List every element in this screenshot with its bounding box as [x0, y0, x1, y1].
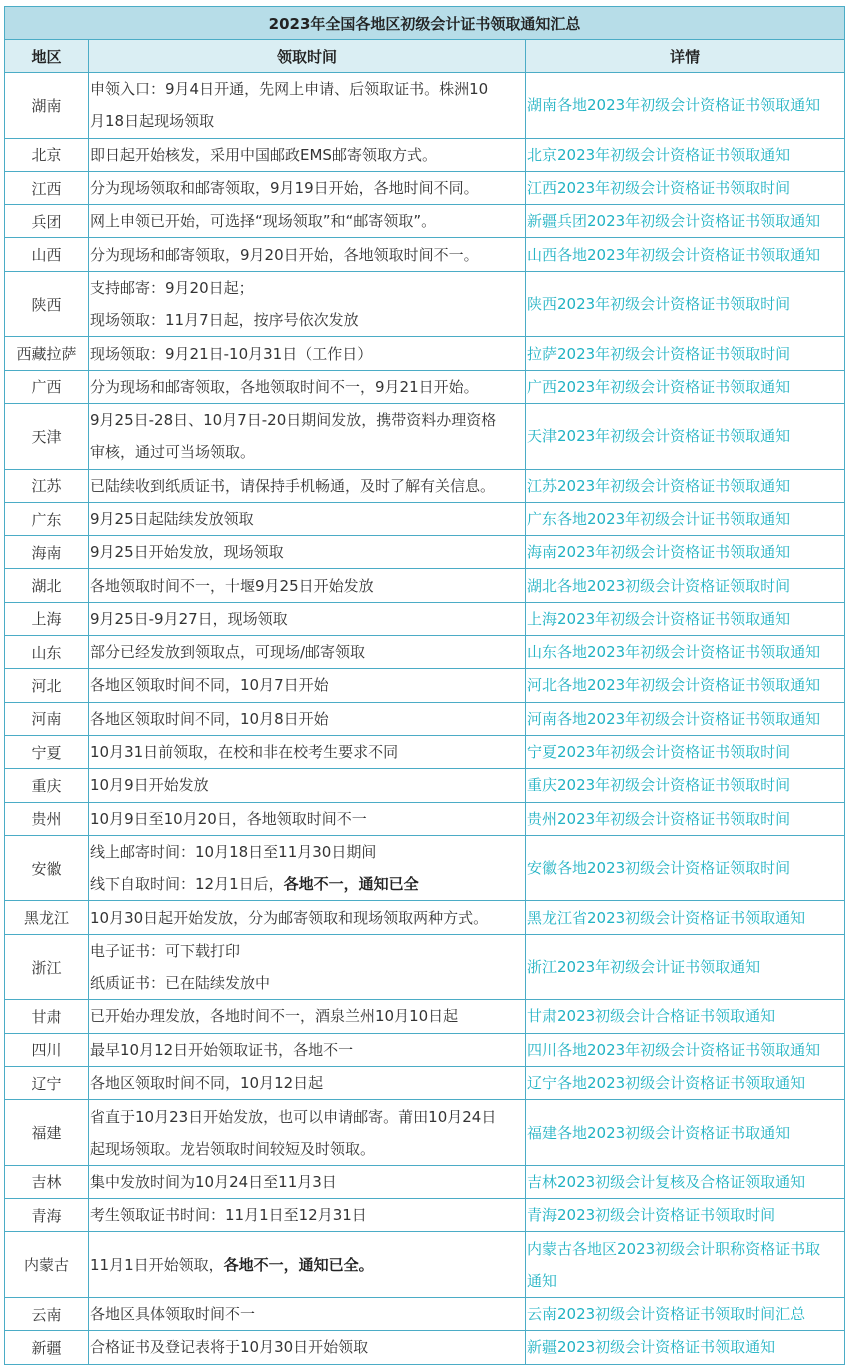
table-row: [5, 934, 845, 1000]
time-cell: [89, 1199, 526, 1232]
table-row: [5, 502, 845, 535]
certificate-notice-table: [4, 6, 845, 1365]
time-cell: [89, 669, 526, 702]
time-text-line: [90, 371, 524, 403]
time-cell: [89, 138, 526, 171]
time-text-line: [90, 868, 524, 900]
time-text: 10月30日起开始发放，分为邮寄领取和现场领取两种方式。: [90, 908, 489, 927]
time-cell: [89, 1033, 526, 1066]
region-cell: 北京: [5, 138, 89, 171]
detail-link[interactable]: 天津2023年初级会计资格证书领取通知: [527, 427, 791, 446]
time-text: 审核，通过可当场领取。: [90, 443, 256, 462]
time-text: 9月25日开始发放，现场领取: [90, 543, 284, 562]
time-cell: [89, 1297, 526, 1330]
region-cell: 广西: [5, 370, 89, 403]
time-cell: [89, 602, 526, 635]
time-text-line: [90, 1298, 524, 1330]
time-text: 合格证书及登记表将于10月30日开始领取: [90, 1338, 369, 1357]
region-cell: 宁夏: [5, 735, 89, 768]
region-cell: 山西: [5, 238, 89, 271]
detail-cell: [526, 735, 845, 768]
detail-cell: [526, 403, 845, 469]
time-text: 网上申领已开始，可选择“现场领取”和“邮寄领取”。: [90, 212, 437, 231]
detail-cell: [526, 569, 845, 602]
table-row: [5, 138, 845, 171]
time-cell: [89, 238, 526, 271]
time-text: 10月9日至10月20日，各地领取时间不一: [90, 809, 367, 828]
time-text: 分为现场领取和邮寄领取，9月19日开始，各地时间不同。: [90, 179, 479, 198]
detail-cell: [526, 602, 845, 635]
table-row: [5, 602, 845, 635]
table-row: [5, 1331, 845, 1364]
table-body: [5, 73, 845, 1365]
time-text: 省直于10月23日开始发放，也可以申请邮寄。莆田10月24日: [90, 1107, 497, 1126]
detail-link[interactable]: 山东各地2023年初级会计资格证书领取通知: [527, 643, 821, 662]
time-text: 10月31日前领取，在校和非在校考生要求不同: [90, 743, 399, 762]
column-header-detail: 详情: [526, 40, 845, 73]
region-cell: 安徽: [5, 835, 89, 901]
detail-link[interactable]: 广西2023年初级会计资格证书领取通知: [527, 377, 791, 396]
table-title-row: [5, 7, 845, 40]
time-cell: [89, 901, 526, 934]
time-text: 部分已经发放到领取点，可现场/邮寄领取: [90, 643, 366, 662]
detail-link[interactable]: 四川各地2023年初级会计资格证书领取通知: [527, 1040, 821, 1059]
region-cell: 广东: [5, 502, 89, 535]
time-text: 支持邮寄：9月20日起；: [90, 279, 254, 298]
time-emphasis-text: 各地不一，通知已全。: [223, 1255, 374, 1274]
time-text: 已开始办理发放，各地时间不一，酒泉兰州10月10日起: [90, 1007, 459, 1026]
time-cell: [89, 1100, 526, 1166]
detail-cell: [526, 73, 845, 139]
time-text-line: [90, 769, 524, 801]
time-text-line: [90, 636, 524, 668]
time-cell: [89, 1000, 526, 1033]
detail-cell: [526, 802, 845, 835]
table-row: [5, 1033, 845, 1066]
region-cell: 内蒙古: [5, 1232, 89, 1298]
time-cell: [89, 569, 526, 602]
region-cell: 河南: [5, 702, 89, 735]
detail-cell: [526, 469, 845, 502]
time-text-line: [90, 669, 524, 701]
time-text-line: [90, 1067, 524, 1099]
region-cell: 湖北: [5, 569, 89, 602]
region-cell: 四川: [5, 1033, 89, 1066]
time-text: 集中发放时间为10月24日至11月3日: [90, 1172, 337, 1191]
table-row: [5, 469, 845, 502]
time-cell: [89, 536, 526, 569]
time-text-line: [90, 239, 524, 271]
detail-cell: [526, 769, 845, 802]
detail-cell: [526, 1232, 845, 1298]
time-text-line: [90, 404, 524, 436]
time-text-line: [90, 503, 524, 535]
time-cell: [89, 702, 526, 735]
detail-cell: [526, 1033, 845, 1066]
detail-link[interactable]: [527, 1233, 843, 1297]
time-text-line: [90, 736, 524, 768]
detail-cell: [526, 934, 845, 1000]
time-text-line: [90, 967, 524, 999]
detail-cell: [526, 1000, 845, 1033]
time-text: 9月25日-9月27日，现场领取: [90, 609, 288, 628]
region-cell: 甘肃: [5, 1000, 89, 1033]
region-cell: 海南: [5, 536, 89, 569]
column-header-region: 地区: [5, 40, 89, 73]
time-emphasis-text: 各地不一，通知已全: [283, 875, 419, 894]
region-cell: 云南: [5, 1297, 89, 1330]
detail-link[interactable]: 吉林2023初级会计复核及合格证领取通知: [527, 1172, 806, 1191]
time-text: 已陆续收到纸质证书，请保持手机畅通，及时了解有关信息。: [90, 476, 496, 495]
time-text: 即日起开始核发，采用中国邮政EMS邮寄领取方式。: [90, 145, 437, 164]
time-text-line: [90, 935, 524, 967]
time-text-line: [90, 1199, 524, 1231]
detail-link[interactable]: 山西各地2023年初级会计资格证书领取通知: [527, 245, 821, 264]
time-text-line: [90, 205, 524, 237]
table-row: [5, 702, 845, 735]
table-row: [5, 769, 845, 802]
detail-cell: [526, 1331, 845, 1364]
time-cell: [89, 1066, 526, 1099]
detail-link[interactable]: 新疆2023初级会计资格证书领取通知: [527, 1338, 776, 1357]
detail-link[interactable]: 拉萨2023年初级会计资格证书领取时间: [527, 344, 791, 363]
detail-cell: [526, 669, 845, 702]
time-text: 各地区领取时间不同，10月8日开始: [90, 709, 329, 728]
time-cell: [89, 934, 526, 1000]
region-cell: 福建: [5, 1100, 89, 1166]
time-text-line: [90, 139, 524, 171]
table-row: [5, 536, 845, 569]
region-cell: 辽宁: [5, 1066, 89, 1099]
table-row: [5, 271, 845, 337]
time-cell: [89, 502, 526, 535]
detail-link[interactable]: 青海2023初级会计资格证书领取时间: [527, 1206, 776, 1225]
table-row: [5, 1165, 845, 1198]
detail-link[interactable]: 云南2023初级会计资格证书领取时间汇总: [527, 1305, 806, 1324]
time-cell: [89, 835, 526, 901]
time-cell: [89, 735, 526, 768]
detail-link[interactable]: 甘肃2023初级会计合格证书领取通知: [527, 1007, 776, 1026]
time-cell: [89, 1331, 526, 1364]
table-row: [5, 171, 845, 204]
time-text: 10月9日开始发放: [90, 776, 209, 795]
region-cell: 青海: [5, 1199, 89, 1232]
detail-link[interactable]: 重庆2023年初级会计资格证书领取时间: [527, 776, 791, 795]
region-cell: 湖南: [5, 73, 89, 139]
table-row: [5, 835, 845, 901]
detail-link[interactable]: 安徽各地2023初级会计资格证领取时间: [527, 859, 791, 878]
detail-link[interactable]: 浙江2023年初级会计证书领取通知: [527, 958, 761, 977]
time-text-line: [90, 703, 524, 735]
detail-cell: [526, 835, 845, 901]
region-cell: 黑龙江: [5, 901, 89, 934]
table-row: [5, 735, 845, 768]
detail-cell: [526, 502, 845, 535]
table-row: [5, 802, 845, 835]
time-text: 线下自取时间：12月1日后，: [90, 875, 284, 894]
region-cell: 兵团: [5, 205, 89, 238]
table-title: 2023年全国各地区初级会计证书领取通知汇总: [5, 7, 845, 40]
table-row: [5, 1000, 845, 1033]
time-cell: [89, 802, 526, 835]
region-cell: 贵州: [5, 802, 89, 835]
detail-link[interactable]: 黑龙江省2023初级会计资格证书领取通知: [527, 908, 806, 927]
time-text-line: [90, 1166, 524, 1198]
time-text-line: [90, 536, 524, 568]
detail-link[interactable]: 辽宁各地2023初级会计资格证书领取通知: [527, 1074, 806, 1093]
region-cell: 江苏: [5, 469, 89, 502]
detail-cell: [526, 370, 845, 403]
time-cell: [89, 403, 526, 469]
region-cell: 山东: [5, 636, 89, 669]
region-cell: 河北: [5, 669, 89, 702]
detail-cell: [526, 138, 845, 171]
time-text-line: [90, 272, 524, 304]
detail-cell: [526, 171, 845, 204]
detail-link[interactable]: 河南各地2023年初级会计资格证书领取通知: [527, 709, 821, 728]
time-text-line: [90, 304, 524, 336]
time-cell: [89, 171, 526, 204]
region-cell: 浙江: [5, 934, 89, 1000]
time-text: 现场领取：11月7日起，按序号依次发放: [90, 311, 359, 330]
time-cell: [89, 769, 526, 802]
detail-link[interactable]: 陕西2023年初级会计资格证书领取时间: [527, 295, 791, 314]
detail-link[interactable]: 湖北各地2023初级会计资格证领取时间: [527, 576, 791, 595]
detail-link[interactable]: 江苏2023年初级会计资格证书领取通知: [527, 476, 791, 495]
region-cell: 天津: [5, 403, 89, 469]
time-text: 分为现场和邮寄领取，各地领取时间不一，9月21日开始。: [90, 377, 479, 396]
table-row: [5, 238, 845, 271]
time-text-line: [90, 902, 524, 934]
time-text: 申领入口：9月4日开通，先网上申请、后领取证书。株洲10: [90, 80, 489, 99]
time-text: 9月25日起陆续发放领取: [90, 510, 254, 528]
detail-link[interactable]: 湖南各地2023年初级会计资格证书领取通知: [527, 96, 821, 115]
table-row: [5, 370, 845, 403]
detail-cell: [526, 901, 845, 934]
time-text-line: [90, 338, 524, 370]
table-row: [5, 1297, 845, 1330]
table-row: [5, 337, 845, 370]
table-row: [5, 205, 845, 238]
table-row: [5, 73, 845, 139]
detail-cell: [526, 1100, 845, 1166]
time-text: 月18日起现场领取: [90, 112, 215, 131]
time-text-line: [90, 1101, 524, 1133]
time-text-line: [90, 836, 524, 868]
detail-link[interactable]: 北京2023年初级会计资格证书领取通知: [527, 145, 791, 164]
time-text: 现场领取：9月21日-10月31日（工作日）: [90, 344, 373, 363]
detail-link[interactable]: 福建各地2023初级会计资格证书取通知: [527, 1123, 791, 1142]
detail-link[interactable]: 宁夏2023年初级会计资格证书领取时间: [527, 743, 791, 762]
detail-link[interactable]: 广东各地2023年初级会计证书领取通知: [527, 510, 791, 528]
time-text-line: [90, 803, 524, 835]
time-text-line: [90, 1133, 524, 1165]
detail-link-text-line[interactable]: 内蒙古各地区2023初级会计职称资格证书取: [527, 1239, 821, 1258]
time-cell: [89, 469, 526, 502]
detail-cell: [526, 636, 845, 669]
time-text: 各地区领取时间不同，10月7日开始: [90, 676, 329, 695]
region-cell: 西藏拉萨: [5, 337, 89, 370]
detail-link[interactable]: 河北各地2023年初级会计资格证书领取通知: [527, 676, 821, 695]
time-cell: [89, 370, 526, 403]
table-row: [5, 1066, 845, 1099]
time-text-line: [90, 436, 524, 468]
detail-link[interactable]: 上海2023年初级会计资格证书领取通知: [527, 609, 791, 628]
time-text-line: [90, 1000, 524, 1032]
time-text: 最早10月12日开始领取证书，各地不一: [90, 1040, 354, 1059]
detail-link[interactable]: 海南2023年初级会计资格证书领取通知: [527, 543, 791, 562]
detail-cell: [526, 337, 845, 370]
detail-link[interactable]: 新疆兵团2023年初级会计资格证书领取通知: [527, 212, 821, 231]
region-cell: 吉林: [5, 1165, 89, 1198]
time-text: 各地领取时间不一，十堰9月25日开始发放: [90, 576, 374, 595]
time-text: 各地区具体领取时间不一: [90, 1305, 256, 1324]
time-cell: [89, 636, 526, 669]
time-text-line: [90, 603, 524, 635]
time-text: 纸质证书：已在陆续发放中: [90, 974, 271, 993]
detail-link-text-line[interactable]: 通知: [527, 1271, 558, 1290]
table-row: [5, 636, 845, 669]
time-text: 考生领取证书时间：11月1日至12月31日: [90, 1206, 367, 1225]
detail-cell: [526, 205, 845, 238]
region-cell: 陕西: [5, 271, 89, 337]
detail-cell: [526, 702, 845, 735]
time-text-line: [90, 1034, 524, 1066]
time-text: 电子证书：可下载打印: [90, 942, 241, 961]
table-row: [5, 1199, 845, 1232]
time-cell: [89, 73, 526, 139]
detail-cell: [526, 271, 845, 337]
time-cell: [89, 337, 526, 370]
region-cell: 重庆: [5, 769, 89, 802]
table-row: [5, 1232, 845, 1298]
time-cell: [89, 205, 526, 238]
time-text-line: [90, 172, 524, 204]
table-row: [5, 901, 845, 934]
detail-cell: [526, 1199, 845, 1232]
table-row: [5, 669, 845, 702]
time-cell: [89, 1232, 526, 1298]
table-row: [5, 403, 845, 469]
detail-link[interactable]: 贵州2023年初级会计资格证书领取时间: [527, 809, 791, 828]
time-text-line: [90, 105, 524, 137]
time-text: 起现场领取。龙岩领取时间较短及时领取。: [90, 1139, 376, 1158]
column-header-time: 领取时间: [89, 40, 526, 73]
table-row: [5, 1100, 845, 1166]
detail-cell: [526, 536, 845, 569]
time-text: 线上邮寄时间：10月18日至11月30日期间: [90, 843, 377, 862]
time-text: 9月25日-28日、10月7日-20日期间发放，携带资料办理资格: [90, 411, 497, 430]
certificate-notice-table-container: [4, 6, 844, 1365]
region-cell: 上海: [5, 602, 89, 635]
time-text-line: [90, 1249, 524, 1281]
region-cell: 新疆: [5, 1331, 89, 1364]
time-text: 各地区领取时间不同，10月12日起: [90, 1074, 324, 1093]
time-text-line: [90, 1331, 524, 1363]
table-header-row: [5, 40, 845, 73]
time-text-line: [90, 73, 524, 105]
time-cell: [89, 1165, 526, 1198]
detail-cell: [526, 1066, 845, 1099]
time-text-line: [90, 470, 524, 502]
time-text-line: [90, 570, 524, 602]
table-row: [5, 569, 845, 602]
time-text: 11月1日开始领取，: [90, 1255, 224, 1274]
detail-cell: [526, 238, 845, 271]
detail-link[interactable]: 江西2023年初级会计资格证书领取时间: [527, 179, 791, 198]
detail-cell: [526, 1165, 845, 1198]
detail-cell: [526, 1297, 845, 1330]
region-cell: 江西: [5, 171, 89, 204]
time-cell: [89, 271, 526, 337]
time-text: 分为现场和邮寄领取，9月20日开始，各地领取时间不一。: [90, 245, 479, 264]
